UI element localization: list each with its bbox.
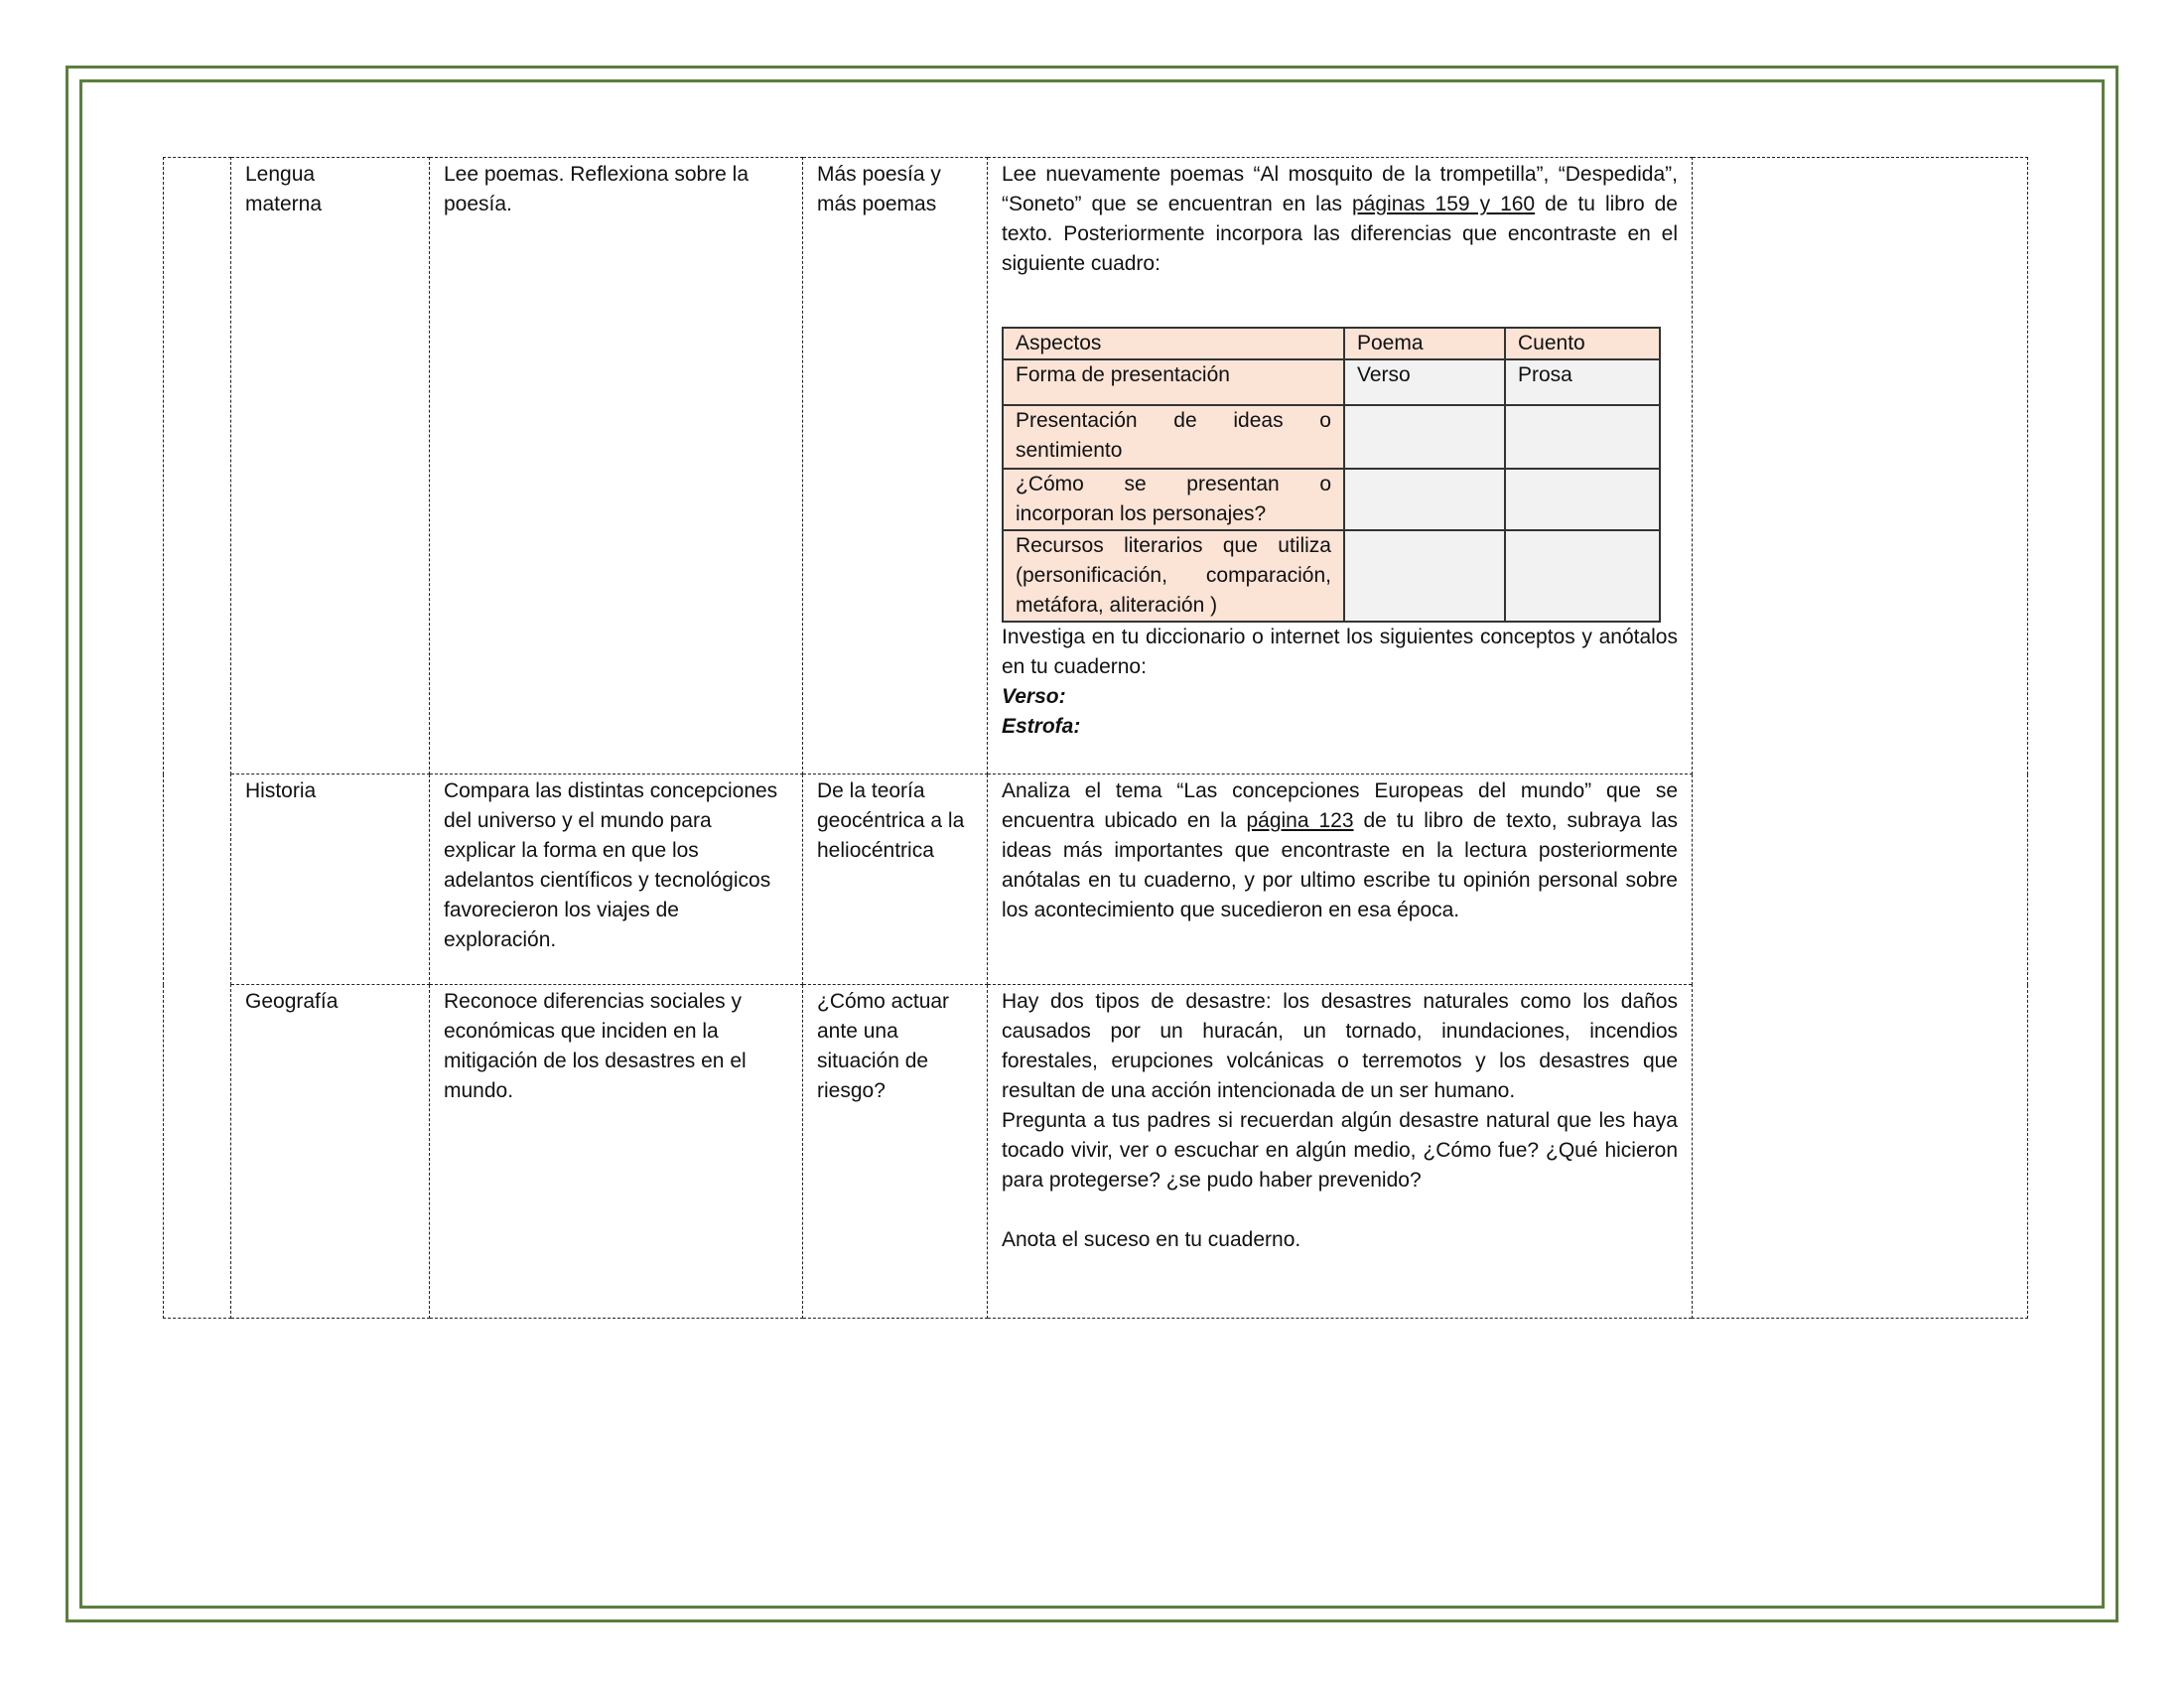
notes-cell xyxy=(1693,158,2028,1319)
header-cuento: Cuento xyxy=(1505,328,1660,359)
header-poema: Poema xyxy=(1344,328,1505,359)
topic-cell xyxy=(803,158,988,774)
cuento-cell xyxy=(1505,469,1660,530)
comparison-header-row xyxy=(1003,328,1660,359)
subject-cell xyxy=(231,985,430,1319)
cuento-cell: Prosa xyxy=(1505,359,1660,405)
term-verso: Verso: xyxy=(1002,685,1066,708)
topic: ¿Cómo actuar ante una situación de riesgo? xyxy=(817,990,950,1102)
subject-cell xyxy=(231,158,430,774)
topic: De la teoría geocéntrica a la heliocéntrica xyxy=(817,779,965,862)
learning-cell xyxy=(430,985,803,1319)
learning-cell xyxy=(430,774,803,985)
activity-paragraph-2: Pregunta a tus padres si recuerdan algún desastre natural que les haya tocado vivir, ver o escuchar en algún medio, ¿Cómo fue? ¿Qué hicieron para protegerse? ¿se pudo haber prevenido? xyxy=(1002,1109,1678,1192)
comparison-row xyxy=(1003,530,1660,622)
lesson-plan-table xyxy=(163,157,2028,1319)
learning-expected: Compara las distintas concepciones del universo y el mundo para explicar la forma en que los adelantos científicos y tecnológicos favorecieron los viajes de exploración. xyxy=(444,779,778,951)
aspect-label: Presentación de ideas o sentimiento xyxy=(1003,405,1344,469)
aspect-label: ¿Cómo se presentan o incorporan los personajes? xyxy=(1003,469,1344,530)
poema-cell xyxy=(1344,530,1505,622)
activity-intro: Lee nuevamente poemas “Al mosquito de la trompetilla”, “Despedida”, “Soneto” que se encuentran en las páginas 159 y 160 de tu libro de texto. Posteriormente incorpora las diferencias que encontraste en el siguiente cuadro: xyxy=(1002,163,1678,275)
lesson-plan xyxy=(163,157,2027,1319)
learning-cell xyxy=(430,158,803,774)
poema-cell xyxy=(1344,405,1505,469)
learning-expected: Reconoce diferencias sociales y económicas que inciden en la mitigación de los desastres en el mundo. xyxy=(444,990,747,1102)
poema-cell: Verso xyxy=(1344,359,1505,405)
subject: Lengua materna xyxy=(245,163,323,215)
aspect-label: Forma de presentación xyxy=(1003,359,1344,405)
paragraph-spacer xyxy=(1002,1196,1678,1225)
activity-cell xyxy=(988,158,1693,774)
comparison-row xyxy=(1003,469,1660,530)
subject-cell xyxy=(231,774,430,985)
day-cell xyxy=(164,158,231,1319)
poema-cell xyxy=(1344,469,1505,530)
activity-paragraph-1: Hay dos tipos de desastre: los desastres naturales como los daños causados por un huracán, un tornado, inundaciones, incendios forestales, erupciones volcánicas o terremotos y los desastres que resultan de una acción intencionada de un ser humano. xyxy=(1002,990,1678,1102)
subject: Historia xyxy=(245,779,317,802)
topic: Más poesía y más poemas xyxy=(817,163,941,215)
aspect-label: Recursos literarios que utiliza (personificación, comparación, metáfora, aliteración ) xyxy=(1003,530,1344,622)
investiga-text: Investiga en tu diccionario o internet los siguientes conceptos y anótalos en tu cuaderno: xyxy=(1002,626,1678,678)
learning-expected: Lee poemas. Reflexiona sobre la poesía. xyxy=(444,163,750,215)
page-reference: página 123 xyxy=(1246,809,1354,832)
page-reference: páginas 159 y 160 xyxy=(1352,193,1536,215)
cuento-cell xyxy=(1505,405,1660,469)
cuento-cell xyxy=(1505,530,1660,622)
header-aspectos: Aspectos xyxy=(1003,328,1344,359)
activity-cell xyxy=(988,774,1693,985)
activity-cell xyxy=(988,985,1693,1319)
activity-text: Analiza el tema “Las concepciones Europeas del mundo” que se encuentra ubicado en la página 123 de tu libro de texto, subraya las ideas más importantes que encontraste en la lectura posteriormente anótalas en tu cuaderno, y por ultimo escribe tu opinión personal sobre los acontecimiento que sucedieron en esa época. xyxy=(1002,779,1679,921)
comparison-row xyxy=(1003,405,1660,469)
comparison-table xyxy=(1002,327,1661,623)
topic-cell xyxy=(803,774,988,985)
subject: Geografía xyxy=(245,990,339,1013)
activity-paragraph-3: Anota el suceso en tu cuaderno. xyxy=(1002,1228,1301,1251)
table-row xyxy=(164,158,2028,774)
term-estrofa: Estrofa: xyxy=(1002,715,1081,738)
comparison-row xyxy=(1003,359,1660,405)
topic-cell xyxy=(803,985,988,1319)
